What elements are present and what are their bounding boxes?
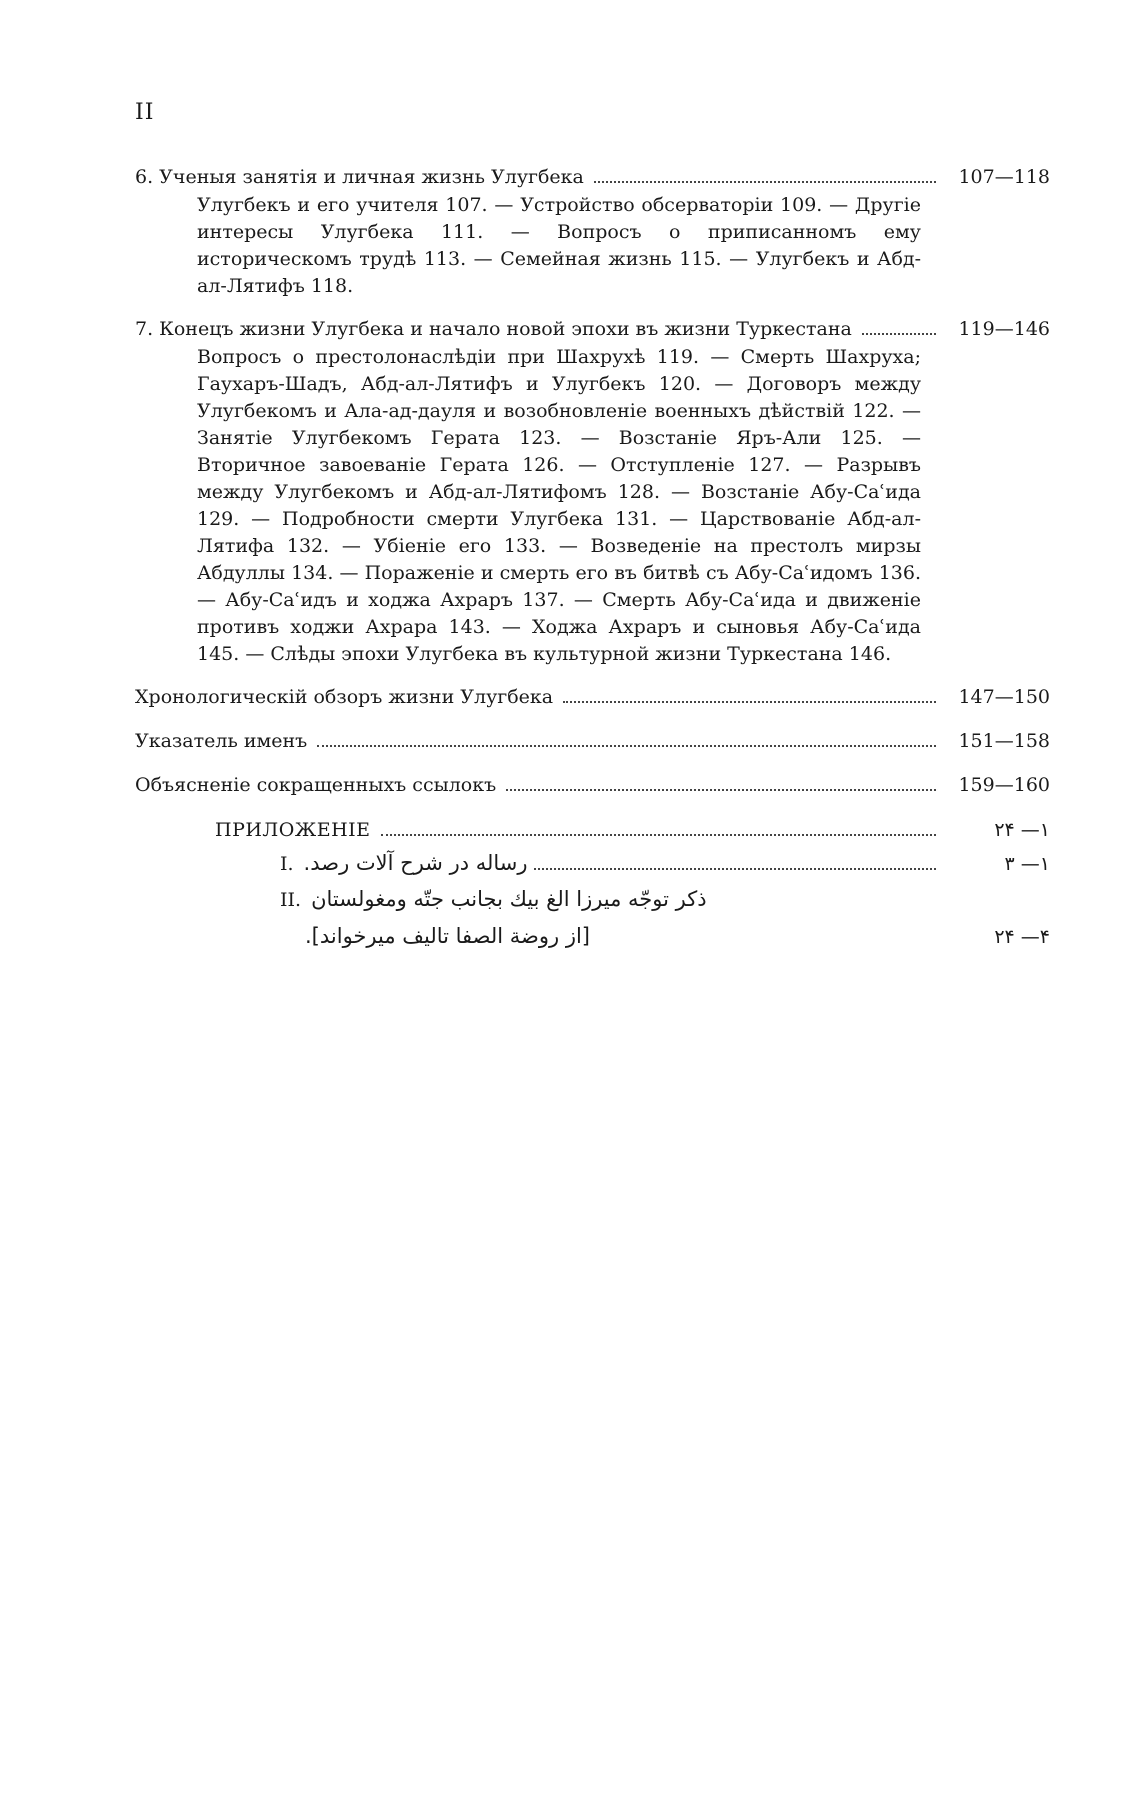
table-of-contents [135,162,1050,955]
appendix-item-title: رساله در شرح آلات رصد. [303,851,528,875]
toc-entry-head [135,682,1050,712]
appendix-item-pages: ۱— ۳ [1004,853,1050,875]
toc-entry-title: Объясненіе сокращенныхъ ссылокъ [135,774,497,796]
appendix-item-numeral: I. [280,853,294,875]
dot-leader [381,833,936,836]
appendix-item [280,846,1050,881]
toc-entry-pages: 159—160 [958,774,1050,796]
appendix-heading [215,814,1050,846]
toc-entry-summary: Улугбекъ и его учителя 107. — Устройство обсерваторіи 109. — Другіе интересы Улугбека 111. — Вопросъ о приписанномъ ему историческомъ трудѣ 113. — Семейная жизнь 115. — Улугбекъ и Абд-ал-Лятифъ 118. [197,194,921,297]
toc-entry [135,726,1050,756]
toc-entry-head [135,770,1050,800]
dot-leader [317,744,936,747]
toc-entry-title: 6. Ученыя занятія и личная жизнь Улугбека [135,166,584,188]
toc-entry-head [135,314,1050,344]
toc-entry [135,314,1050,668]
toc-entry [135,770,1050,800]
toc-entry-pages: 119—146 [958,318,1050,340]
appendix-item-numeral: II. [280,889,302,911]
toc-entry-pages: 151—158 [958,730,1050,752]
toc-entry [135,682,1050,712]
toc-entry-summary: Вопросъ о престолонаслѣдіи при Шахрухѣ 119. — Смерть Шахруха; Гаухаръ-Шадъ, Абд-ал-Лятифъ и Улугбекъ 120. — Договоръ между Улугбекомъ и Ала-ад-дауля и возобновленіе военныхъ дѣйствій 122. — Занятіе Улугбекомъ Герата 123. — Возстаніе Яръ-Али 125. — Вторичное завоеваніе Герата 126. — Отступленіе 127. — Разрывъ между Улугбекомъ и Абд-ал-Лятифомъ 128. — Возстаніе Абу-Саʿида 129. — Подробности смерти Улугбека 131. — Царствованіе Абд-ал-Лятифа 132. — Убіеніе его 133. — Возведеніе на престолъ мирзы Абдуллы 134. — Пораженіе и смерть его въ битвѣ съ Абу-Саʿидомъ 136. — Абу-Саʿидъ и ходжа Ахраръ 137. — Смерть Абу-Саʿида и движеніе противъ ходжи Ахрара 143. — Ходжа Ахраръ и сыновья Абу-Саʿида 145. — Слѣды эпохи Улугбека въ культурной жизни Туркестана 146. [197,346,921,665]
dot-leader [506,788,936,791]
dot-leader [594,180,936,183]
toc-entry-title: 7. Конецъ жизни Улугбека и начало новой эпохи въ жизни Туркестана [135,318,852,340]
appendix-item-title: ذکر توجّه میرزا الغ بیك بجانب جتّه ومغولستان [311,887,707,911]
appendix-item-pages: ۴— ۲۴ [994,926,1050,948]
appendix-item-title-continued: [از روضة الصفا تالیف میرخواند]. [305,924,590,948]
dot-leader [563,700,936,703]
toc-entry-pages: 107—118 [958,166,1050,188]
toc-entry-head [135,726,1050,756]
toc-entry-pages: 147—150 [958,686,1050,708]
dot-leader [534,867,936,870]
appendix-title: ПРИЛОЖЕНІЕ [215,819,371,841]
toc-entry-title: Указатель именъ [135,730,308,752]
toc-entry-title: Хронологическій обзоръ жизни Улугбека [135,686,554,708]
toc-entry [135,162,1050,300]
dot-leader [862,332,936,335]
appendix-pages: ۱— ۲۴ [994,819,1050,841]
page-number: II [135,100,155,125]
appendix-item [280,881,1050,955]
toc-entry-head [135,162,1050,192]
